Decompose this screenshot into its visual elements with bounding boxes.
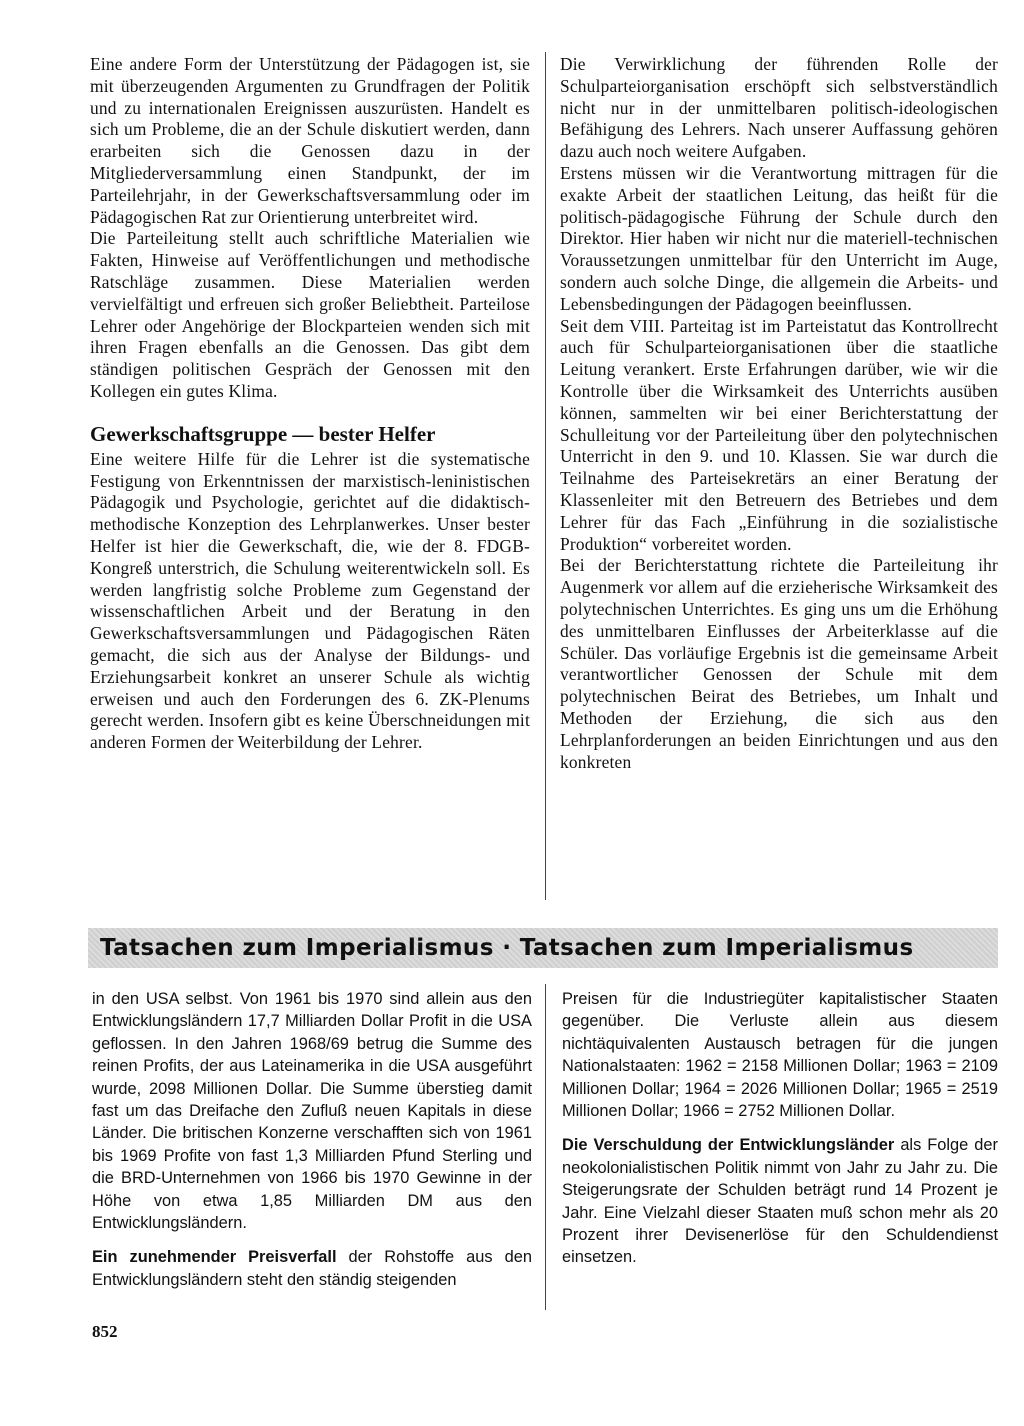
paragraph: Die Parteileitung stellt auch schriftliche Materialien wie Fakten, Hinweise auf Veröffentlichungen und methodische Ratschläge zusammen. Diese Materialien werden vervielfältigt und erfreuen sich großer Beliebtheit. Parteilose Lehrer oder Angehörige der Blockparteien wenden sich mit ihren Fragen ebenfalls an die Genossen. Das gibt dem ständigen politischen Gespräch der Genossen mit den Kollegen ein gutes Klima. (90, 228, 530, 401)
paragraph: in den USA selbst. Von 1961 bis 1970 sind allein aus den Entwicklungsländern 17,7 Milliarden Dollar Profit in die USA geflossen. In den Jahren 1968/69 betrug die Summe des reinen Profits, der aus Lateinamerika in die USA ausgeführt wurde, 2098 Millionen Dollar. Die Summe überstieg damit fast um das Dreifache den Zufluß neuen Kapitals in diese Länder. Die britischen Konzerne verschafften sich von 1961 bis 1969 Profite von fast 1,3 Milliarden Pfund Sterling und die BRD-Unternehmen von 1966 bis 1970 Gewinne in der Höhe von etwa 1,85 Milliarden DM aus den Entwicklungsländern. (92, 990, 532, 1233)
paragraph: Eine andere Form der Unterstützung der Pädagogen ist, sie mit überzeugenden Argumenten zu Grundfragen der Politik und zu internationalen Ereignissen auszurüsten. Handelt es sich um Probleme, die an der Schule diskutiert werden, dann erarbeiten sich die Genossen dazu in der Mitgliederversammlung einen Standpunkt, der im Parteilehrjahr, in der Gewerkschaftsversammlung oder im Pädagogischen Rat zur Orientierung unterbreitet wird. (90, 54, 530, 227)
top-left-column (90, 54, 530, 754)
paragraph (92, 1246, 532, 1291)
facts-banner: Tatsachen zum Imperialismus · Tatsachen zum Imperialismus (88, 928, 998, 968)
bottom-left-column (92, 988, 532, 1291)
paragraph: Erstens müssen wir die Verantwortung mittragen für die exakte Arbeit der staatlichen Leitung, das heißt für die politisch-pädagogische Führung der Schule durch den Direktor. Hier haben wir nicht nur die materiell-technischen Voraussetzungen unmittelbar für den Unterricht im Auge, sondern auch solche Dinge, die allgemein die Arbeits- und Lebensbedingungen der Pädagogen beeinflussen. (560, 162, 998, 314)
page-number: 852 (92, 1322, 118, 1341)
bold-lead: Die Verschuldung der Entwicklungsländer (562, 1136, 895, 1155)
paragraph: Seit dem VIII. Parteitag ist im Parteistatut das Kontrollrecht auch für Schulparteiorganisationen über die staatliche Leitung verankert. Erste Erfahrungen darüber, wie wir die Kontrolle über die Wirksamkeit des Unterrichts ausüben können, sammelten wir bei einer Berichterstattung der Schulleitung vor der Parteileitung über den polytechnischen Unterricht in den 9. und 10. Klassen. Sie war durch die Teilnahme des Parteisekretärs an einer Beratung der Klassenleiter mit den Betreuern des Betriebes und dem Lehrer für das Fach „Einführung in die sozialistische Produktion“ vorbereitet worden. (560, 315, 998, 554)
paragraph: Preisen für die Industriegüter kapitalistischer Staaten gegenüber. Die Verluste allein aus diesem nichtäquivalenten Austausch betragen für die jungen Nationalstaaten: 1962 = 2158 Millionen Dollar; 1963 = 2109 Millionen Dollar; 1964 = 2026 Millionen Dollar; 1965 = 2519 Millionen Dollar; 1966 = 2752 Millionen Dollar. (562, 990, 998, 1121)
top-right-column (560, 54, 998, 773)
column-divider (545, 984, 546, 1310)
paragraph (562, 1134, 998, 1268)
paragraph: Die Verwirklichung der führenden Rolle der Schulparteiorganisation erschöpft sich selbstverständlich nicht nur in der unmittelbaren politisch-ideologischen Befähigung des Lehrers. Nach unserer Auffassung gehören dazu auch noch weitere Aufgaben. (560, 54, 998, 162)
paragraph: Bei der Berichterstattung richtete die Parteileitung ihr Augenmerk vor allem auf die erzieherische Wirksamkeit des polytechnischen Unterrichtes. Es ging uns um die Erhöhung des unmittelbaren Einflusses der Arbeiterklasse auf die Schüler. Das vorläufige Ergebnis ist die gemeinsame Arbeit verantwortlicher Genossen der Schule mit dem polytechnischen Beirat des Betriebes, um Inhalt und Methoden der Erziehung, die sich aus den Lehrplanforderungen an beiden Einrichtungen und aus den konkreten (560, 555, 998, 772)
paragraph: Eine weitere Hilfe für die Lehrer ist die systematische Festigung von Erkenntnissen der marxistisch-leninistischen Pädagogik und Psychologie, gerichtet auf die didaktisch-methodische Konzeption des Lehrplanwerkes. Unser bester Helfer ist hier die Gewerkschaft, die, wie der 8. FDGB-Kongreß unterstrich, die Schulung weiterentwickeln soll. Es werden langfristig solche Probleme zum Gegenstand der wissenschaftlichen Arbeit und der Beratung in den Gewerkschaftsversammlungen und Pädagogischen Räten gemacht, die sich aus der Analyse der Bildungs- und Erziehungsarbeit konkret an unserer Schule als wichtig erweisen und auch den Forderungen des 6. ZK-Plenums gerecht werden. Insofern gibt es keine Überschneidungen mit anderen Formen der Weiterbildung der Lehrer. (90, 448, 530, 753)
bottom-right-column (562, 988, 998, 1269)
section-heading: Gewerkschaftsgruppe — bester Helfer (90, 421, 436, 446)
column-divider (545, 52, 546, 900)
paragraph-text: als Folge der neokolonialistischen Politik nimmt von Jahr zu Jahr zu. Die Steigerungsrate der Schulden beträgt rund 14 Prozent je Jahr. Eine Vielzahl dieser Staaten muß schon mehr als 20 Prozent ihrer Devisenerlöse für den Schuldendienst einsetzen. (562, 1136, 998, 1267)
paragraph-text: der Rohstoffe aus den Entwicklungsländern steht den ständig steigenden (92, 1248, 532, 1289)
bold-lead: Ein zunehmender Preisverfall (92, 1248, 337, 1267)
